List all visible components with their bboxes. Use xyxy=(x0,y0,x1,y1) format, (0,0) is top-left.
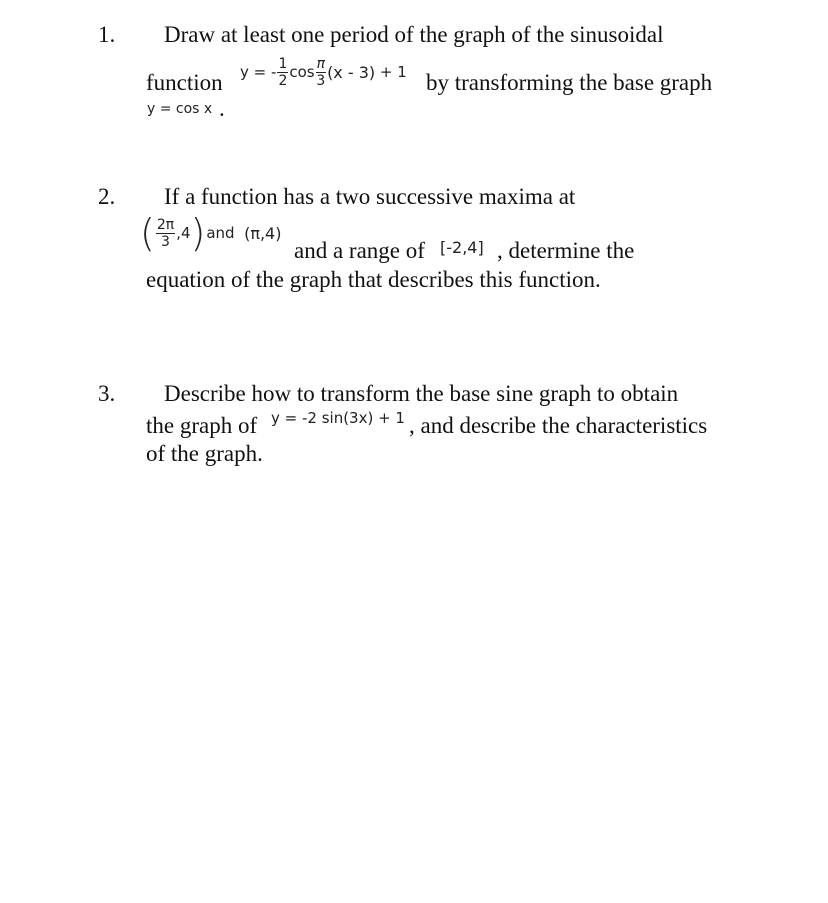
problem-2-line-3: equation of the graph that describes this function. xyxy=(146,267,601,292)
problem-3-line-1: Describe how to transform the base sine graph to obtain xyxy=(164,381,679,406)
problem-3-equation: y = -2 sin(3x) + 1 xyxy=(271,409,405,427)
problem-1-line-1: Draw at least one period of the graph of the sinusoidal xyxy=(164,22,664,47)
point-1-fraction: $\frac{2\pi}{3}$ xyxy=(156,216,175,250)
eq-neg: - xyxy=(271,63,277,81)
eq-fraction-pi-third: $\frac{\pi}{3}$ xyxy=(316,55,326,89)
problem-2-line-2-tail: , determine the xyxy=(497,238,635,263)
problem-3-line-3: of the graph. xyxy=(146,441,263,466)
problem-3-number: 3. xyxy=(98,381,116,406)
problem-1-line-2-after: by transforming the base graph xyxy=(426,70,713,95)
problem-2-points: ( $\frac{2\pi}{3}$ ,4 ) and (π,4) xyxy=(140,211,282,255)
problem-1-number: 1. xyxy=(98,22,116,47)
eq-lhs: y xyxy=(240,63,249,81)
problem-2-line-1: If a function has a two successive maxima at xyxy=(164,184,576,209)
problem-1-function-label: function xyxy=(146,70,223,95)
eq-arg: (x - 3) xyxy=(327,62,376,82)
problem-2-range: [-2,4] xyxy=(440,238,484,257)
point-and: and xyxy=(206,224,235,242)
problem-1-equation xyxy=(240,52,407,92)
problem-1-period: . xyxy=(219,96,225,121)
eq-func: cos xyxy=(289,63,315,81)
problem-3-line-2-before: the graph of xyxy=(146,413,258,438)
eq-sign: = xyxy=(253,63,267,81)
point-2: (π,4) xyxy=(244,223,282,243)
problem-2-number: 2. xyxy=(98,184,116,209)
eq-plus: + 1 xyxy=(379,63,407,81)
point-1-rest: ,4 xyxy=(176,224,191,242)
problem-3-line-2-after: , and describe the characteristics xyxy=(409,413,708,438)
problem-2-range-label: and a range of xyxy=(294,238,425,263)
problem-1-base-equation: y = cos x xyxy=(147,101,213,117)
eq-fraction-half: $\frac{1}{2}$ xyxy=(278,55,288,89)
